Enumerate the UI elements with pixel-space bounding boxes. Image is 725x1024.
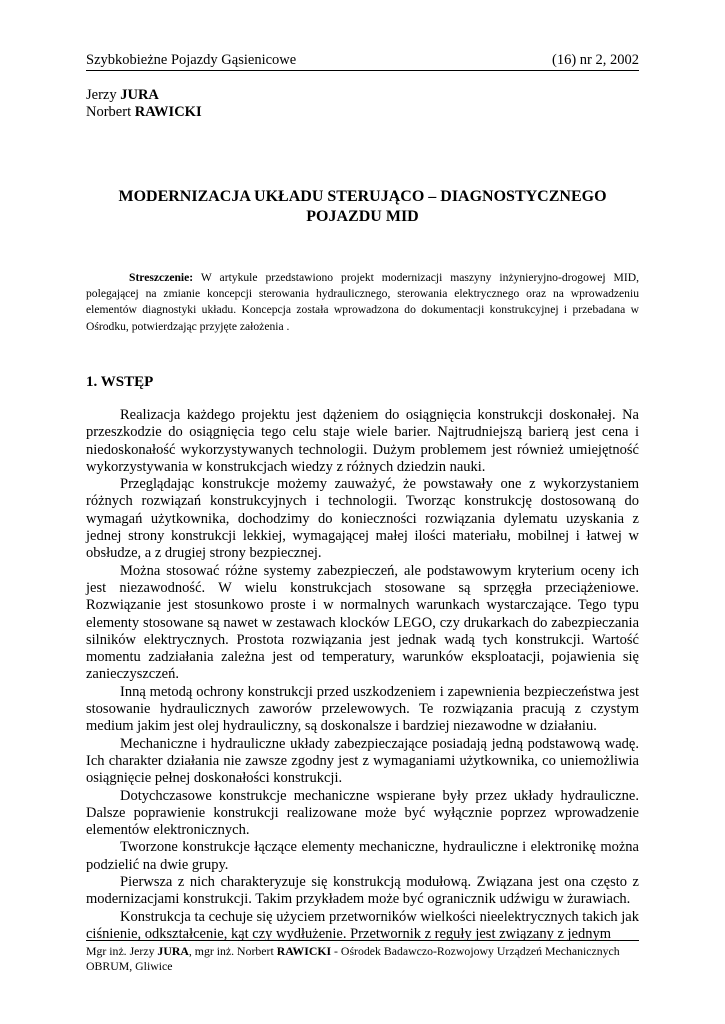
paragraph-4: Inną metodą ochrony konstrukcji przed uszkodzeniem i zapewnienia bezpieczeństwa jest stosowanie hydraulicznych zaworów przelewowych. Te rozwiązania pracują z czystym medium jakim jest olej hydrauliczny, są doskonalsze i bardziej niezawodne w działaniu. xyxy=(86,683,639,735)
issue-number: (16) nr 2, 2002 xyxy=(552,52,639,68)
body-text xyxy=(86,407,639,943)
footnote-prefix: Mgr inż. Jerzy xyxy=(86,944,158,958)
footnote-middle: , mgr inż. Norbert xyxy=(188,944,277,958)
paragraph-8: Pierwsza z nich charakteryzuje się konstrukcją modułową. Związana jest ona często z modernizacjami konstrukcji. Takim przykładem może być ogranicznik udźwigu w żurawiach. xyxy=(86,874,639,908)
footnote-name-2: RAWICKI xyxy=(276,944,332,958)
running-header xyxy=(86,51,639,71)
paragraph-5: Mechaniczne i hydrauliczne układy zabezpieczające posiadają jedną podstawową wadę. Ich charakter działania nie zawsze zgodny jest z wymaganiami użytkownika, co uniemożliwia osiągnięcie pełnej doskonałości konstrukcji. xyxy=(86,735,639,787)
title-line-2: POJAZDU MID xyxy=(306,208,419,225)
abstract-text: W artykule przedstawiono projekt modernizacji maszyny inżynieryjno-drogowej MID, polegającej na zmianie koncepcji sterowania hydraulicznego, sterowania elektrycznego oraz na wprowadzeniu elementów diagnostyki układu. Koncepcja została wprowadzona do dokumentacji konstrukcyjnej i przebadana w Ośrodku, potwierdzając przyjęte założenia . xyxy=(86,271,639,333)
author-1 xyxy=(86,87,202,104)
paragraph-6: Dotychczasowe konstrukcje mechaniczne wspierane były przez układy hydrauliczne. Dalsze poprawienie konstrukcji realizowane może być wyłącznie poprzez wprowadzenie elementów elektronicznych. xyxy=(86,787,639,839)
author-list xyxy=(86,87,202,121)
author-affiliation-footnote xyxy=(86,940,639,974)
paragraph-3: Można stosować różne systemy zabezpieczeń, ale podstawowym kryterium oceny ich jest niezawodność. W wielu konstrukcjach stosowane są sprzęgła przeciążeniowe. Rozwiązanie jest stosunkowo proste i w normalnych warunkach wystarczające. Tego typu elementy stosowane są nawet w zestawach klocków LEGO, czy drukarkach do zabezpieczania silników elektrycznych. Prostota rozwiązania jest jednak wadą tych konstrukcji. Wartość momentu zadziałania zależna jest od temperatury, warunków eksploatacji, pojawienia się zanieczyszczeń. xyxy=(86,562,639,683)
paragraph-2: Przeglądając konstrukcje możemy zauważyć, że powstawały one z wykorzystaniem różnych rozwiązań konstrukcyjnych i technologii. Tworząc konstrukcję dostosowaną do wymagań użytkownika, dochodzimy do konieczności rozwiązania dylematu uzyskania z jednej strony konstrukcji lekkiej, wymagającej małej ilości materiału, mobilnej i łatwej w obsłudze, a z drugiej strony bezpiecznej. xyxy=(86,476,639,562)
author-2 xyxy=(86,104,202,121)
journal-name: Szybkobieżne Pojazdy Gąsienicowe xyxy=(86,52,297,68)
paper-title xyxy=(86,187,639,227)
author-1-first-name: Jerzy xyxy=(86,87,117,103)
author-2-first-name: Norbert xyxy=(86,104,132,120)
paragraph-7: Tworzone konstrukcje łączące elementy mechaniczne, hydrauliczne i elektronikę można podzielić na dwie grupy. xyxy=(86,839,639,873)
section-heading: 1. WSTĘP xyxy=(86,374,154,390)
author-1-surname: JURA xyxy=(120,87,159,103)
footnote-suffix: - Ośrodek Badawczo-Rozwojowy Urządzeń Mechanicznych OBRUM, Gliwice xyxy=(86,944,620,973)
title-line-1: MODERNIZACJA UKŁADU STERUJĄCO – DIAGNOSTYCZNEGO xyxy=(118,188,607,205)
paragraph-1: Realizacja każdego projektu jest dążeniem do osiągnięcia konstrukcji doskonałej. Na przeszkodzie do osiągnięcia tego celu staje wiele barier. Najtrudniejszą barierą jest cena i niedoskonałość wykorzystywanych technologii. Dużym problemem jest również umiejętność wykorzystywania w konstrukcjach wiedzy z różnych dziedzin nauki. xyxy=(86,407,639,475)
author-2-surname: RAWICKI xyxy=(134,104,202,120)
abstract xyxy=(86,270,639,335)
paragraph-9: Konstrukcja ta cechuje się użyciem przetworników wielkości nieelektrycznych takich jak ciśnienie, odkształcenie, kąt czy wydłużenie. Przetwornik z reguły jest związany z jednym xyxy=(86,908,639,942)
footnote-name-1: JURA xyxy=(157,944,189,958)
abstract-label: Streszczenie: xyxy=(129,271,194,284)
